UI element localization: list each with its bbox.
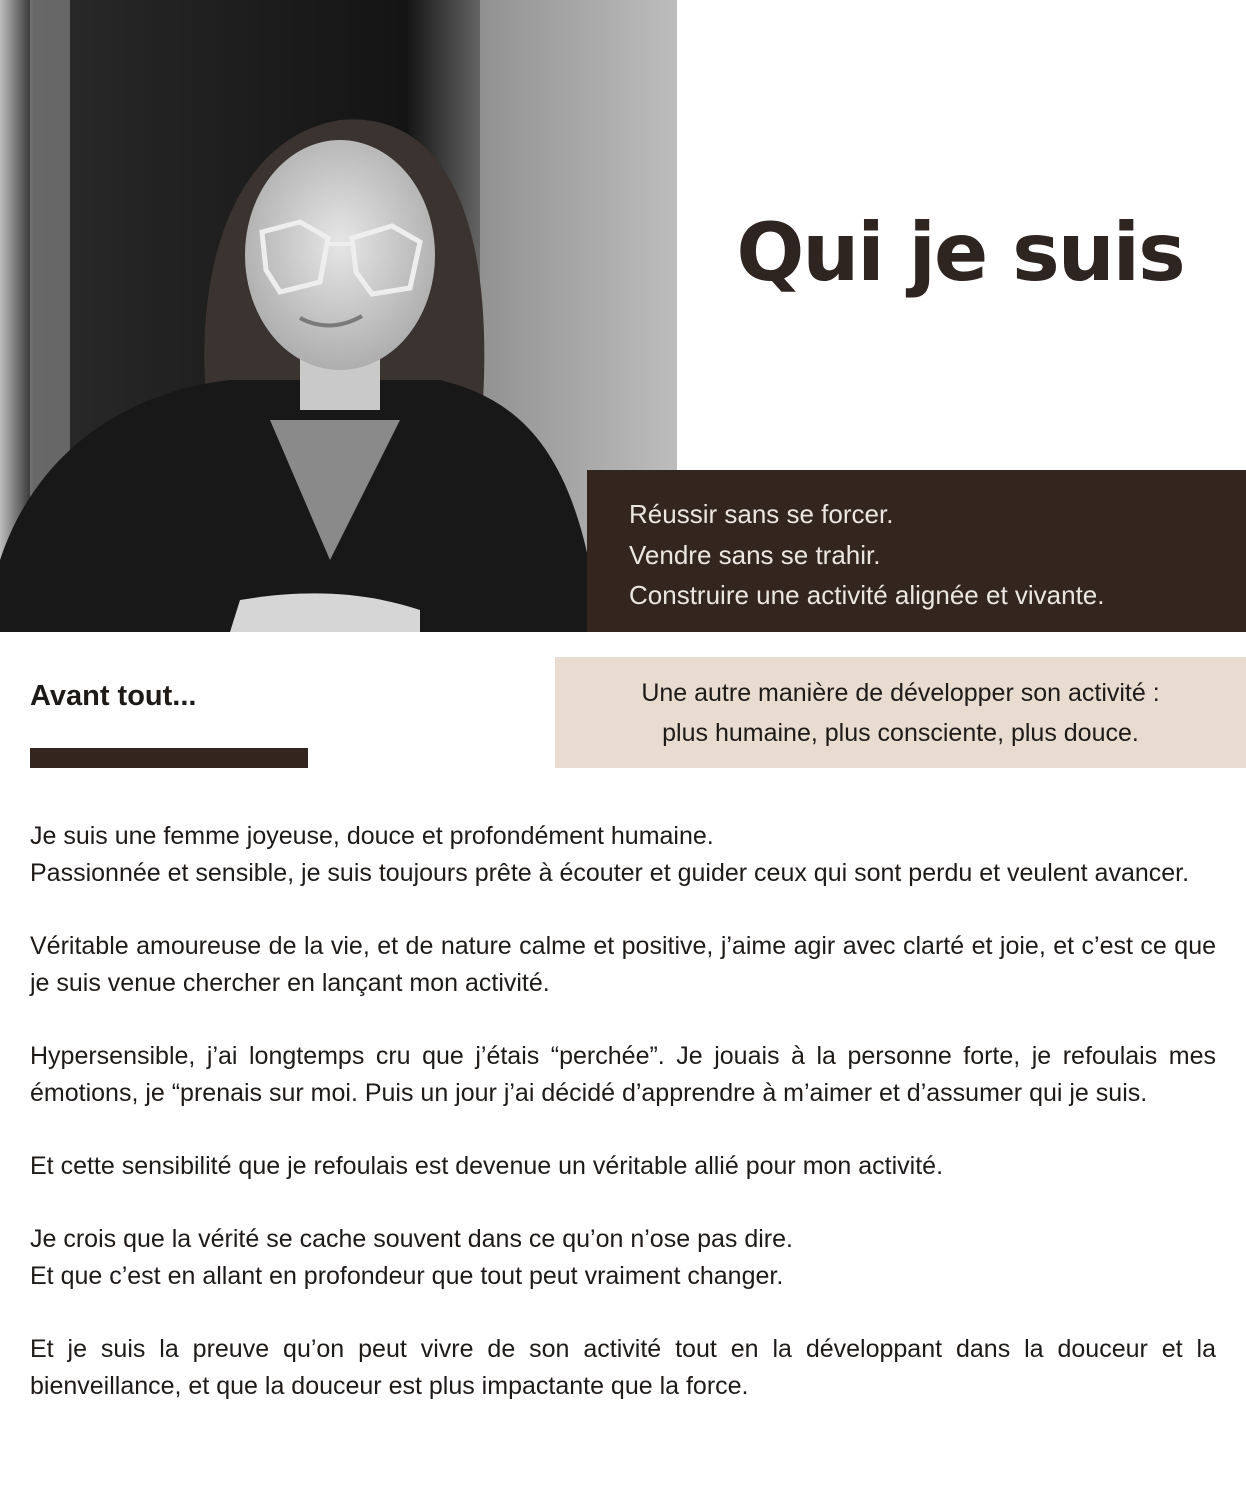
heading-underline (30, 748, 308, 768)
tagline-line: Vendre sans se trahir. (629, 539, 881, 570)
paragraph (30, 818, 1216, 892)
paragraph-line: Et cette sensibilité que je refoulais est devenue un véritable allié pour mon activité. (30, 1152, 944, 1180)
paragraph (30, 928, 1216, 1002)
tagline-box (587, 470, 1246, 632)
section-heading: Avant tout... (30, 680, 197, 712)
body-text (30, 818, 1216, 1441)
quote-line: Une autre manière de développer son activité : (641, 679, 1160, 707)
paragraph-line: Je suis une femme joyeuse, douce et profondément humaine. (30, 822, 714, 850)
tagline-line: Réussir sans se forcer. (629, 499, 894, 529)
paragraph-line: Et que c’est en allant en profondeur que tout peut vraiment changer. (30, 1262, 784, 1290)
paragraph (30, 1038, 1216, 1112)
paragraph-line: Et je suis la preuve qu’on peut vivre de son activité tout en la développant dans la douceur et la bienveillance, et que la douceur est plus impactante que la force. (30, 1335, 1216, 1400)
paragraph-line: Hypersensible, j’ai longtemps cru que j’étais “perchée”. Je jouais à la personne forte, je refoulais mes émotions, je “prenais sur moi. Puis un jour j’ai décidé d’apprendre à m’aimer et d’assumer qui je suis. (30, 1042, 1216, 1107)
paragraph (30, 1221, 1216, 1295)
page-title: Qui je suis (736, 206, 1184, 299)
tagline-line: Construire une activité alignée et vivante. (629, 580, 1105, 610)
paragraph (30, 1331, 1216, 1405)
portrait-illustration (0, 0, 677, 632)
paragraph-line: Véritable amoureuse de la vie, et de nature calme et positive, j’aime agir avec clarté et joie, et c’est ce que je suis venue chercher en lançant mon activité. (30, 932, 1216, 997)
quote-line: plus humaine, plus consciente, plus douce. (662, 719, 1139, 747)
portrait-photo (0, 0, 677, 632)
paragraph-line: Je crois que la vérité se cache souvent dans ce qu’on n’ose pas dire. (30, 1225, 793, 1253)
quote-box (555, 657, 1246, 768)
paragraph-line: Passionnée et sensible, je suis toujours prête à écouter et guider ceux qui sont perdu et veulent avancer. (30, 859, 1190, 887)
paragraph (30, 1148, 1216, 1185)
